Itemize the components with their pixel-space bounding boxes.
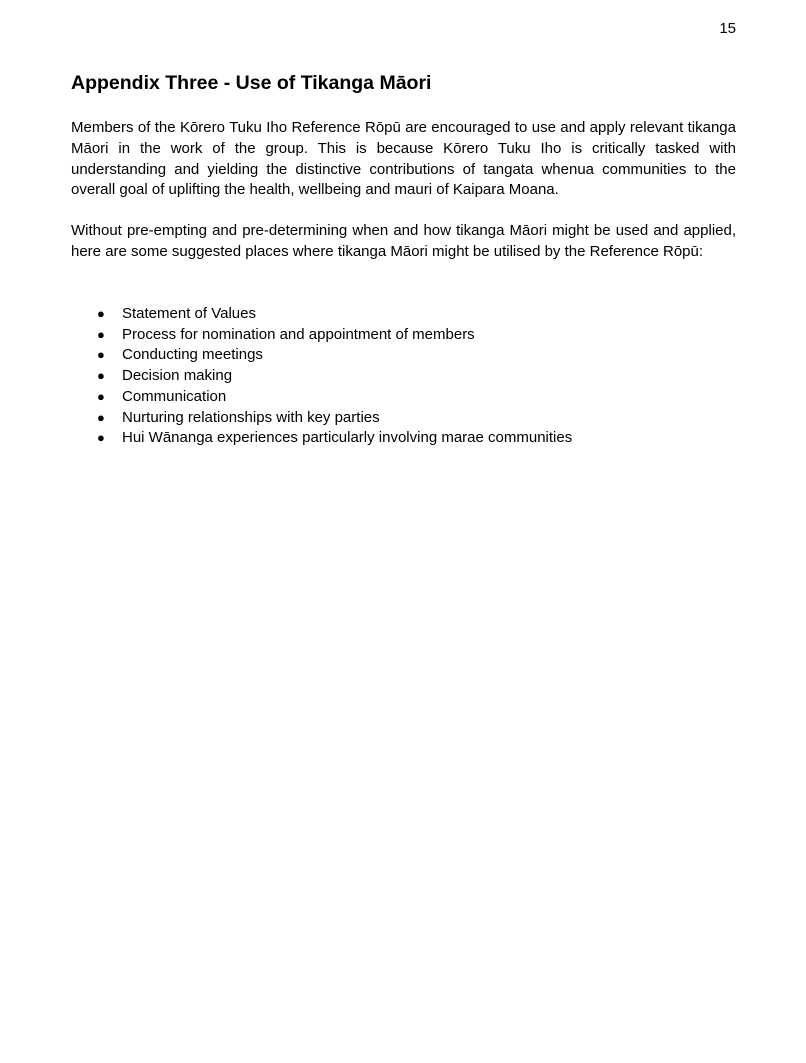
list-item-text: Conducting meetings — [122, 346, 263, 364]
bullet-icon: ● — [97, 306, 105, 321]
page-number: 15 — [719, 20, 736, 37]
intro-paragraph: Members of the Kōrero Tuku Iho Reference Rōpū are encouraged to use and apply relevant tikanga Māori in the work of the group. This is because Kōrero Tuku Iho is critically tasked with understanding and yielding the distinctive contributions of tangata whenua communities to the overall goal of uplifting the health, wellbeing and mauri of Kaipara Moana. — [71, 119, 736, 199]
list-item — [71, 387, 572, 408]
bullet-icon: ● — [97, 430, 105, 446]
list-item — [71, 325, 572, 346]
list-item — [71, 345, 572, 366]
list-item — [71, 304, 572, 325]
list-item — [71, 428, 572, 449]
bullet-icon: ● — [97, 409, 105, 425]
appendix-title: Appendix Three - Use of Tikanga Māori — [71, 72, 432, 94]
list-item-text: Communication — [122, 387, 227, 405]
suggestions-paragraph: Without pre-empting and pre-determining when and how tikanga Māori might be used and applied, here are some suggested places where tikanga Māori might be utilised by the Reference Rōpū: — [71, 222, 736, 260]
bullet-icon: ● — [97, 368, 105, 384]
list-item — [71, 366, 572, 387]
list-item-text: Hui Wānanga experiences particularly involving marae communities — [122, 429, 573, 447]
list-item-text: Process for nomination and appointment of members — [122, 325, 475, 343]
bullet-icon: ● — [97, 347, 105, 363]
list-item-text: Nurturing relationships with key parties — [122, 408, 380, 426]
bullet-icon: ● — [97, 326, 105, 342]
list-item-text: Statement of Values — [122, 305, 256, 322]
list-item — [71, 408, 572, 429]
tikanga-uses-list — [71, 304, 572, 449]
list-item-text: Decision making — [122, 367, 233, 385]
bullet-icon: ● — [97, 388, 105, 404]
